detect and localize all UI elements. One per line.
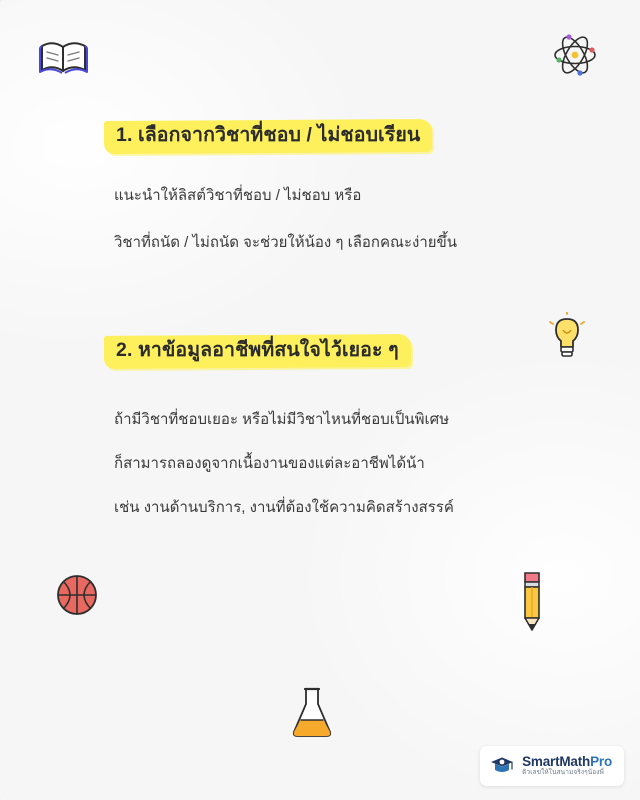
brand-name: [522, 755, 612, 769]
open-book-icon: [38, 36, 90, 85]
section-2-line-3: เช่น งานด้านบริการ, งานที่ต้องใช้ความคิดสร้างสรรค์: [114, 499, 454, 516]
section-1-heading: [104, 118, 432, 154]
erlenmeyer-flask-icon: [288, 684, 336, 745]
section-1-line-2: วิชาที่ถนัด / ไม่ถนัด จะช่วยให้น้อง ๆ เลือกคณะง่ายขึ้น: [114, 234, 458, 251]
section-2-heading: [104, 333, 411, 369]
brand-tagline: ติวเลขให้ในสนามจริงๆน้องพี่: [522, 769, 604, 777]
graduation-cap-icon: [489, 753, 515, 779]
section-2-line-1: ถ้ามีวิชาที่ชอบเยอะ หรือไม่มีวิชาไหนที่ชอบเป็นพิเศษ: [114, 411, 450, 428]
atom-icon: [552, 32, 598, 83]
section-1-heading-text: 1. เลือกจากวิชาที่ชอบ / ไม่ชอบเรียน: [116, 124, 421, 146]
lightbulb-icon: [548, 312, 586, 369]
section-2-heading-text: 2. หาข้อมูลอาชีพที่สนใจไว้เยอะ ๆ: [116, 339, 399, 361]
brand-name-primary: SmartMath: [522, 754, 591, 769]
pencil-icon: [512, 568, 552, 639]
basketball-icon: [56, 574, 98, 621]
section-1-line-1: แนะนำให้ลิสต์วิชาที่ชอบ / ไม่ชอบ หรือ: [114, 187, 362, 204]
brand-logo-badge: [480, 746, 624, 786]
section-2-line-2: ก็สามารถลองดูจากเนื้องานของแต่ละอาชีพได้น้า: [114, 455, 425, 472]
brand-name-accent: Pro: [590, 754, 612, 769]
